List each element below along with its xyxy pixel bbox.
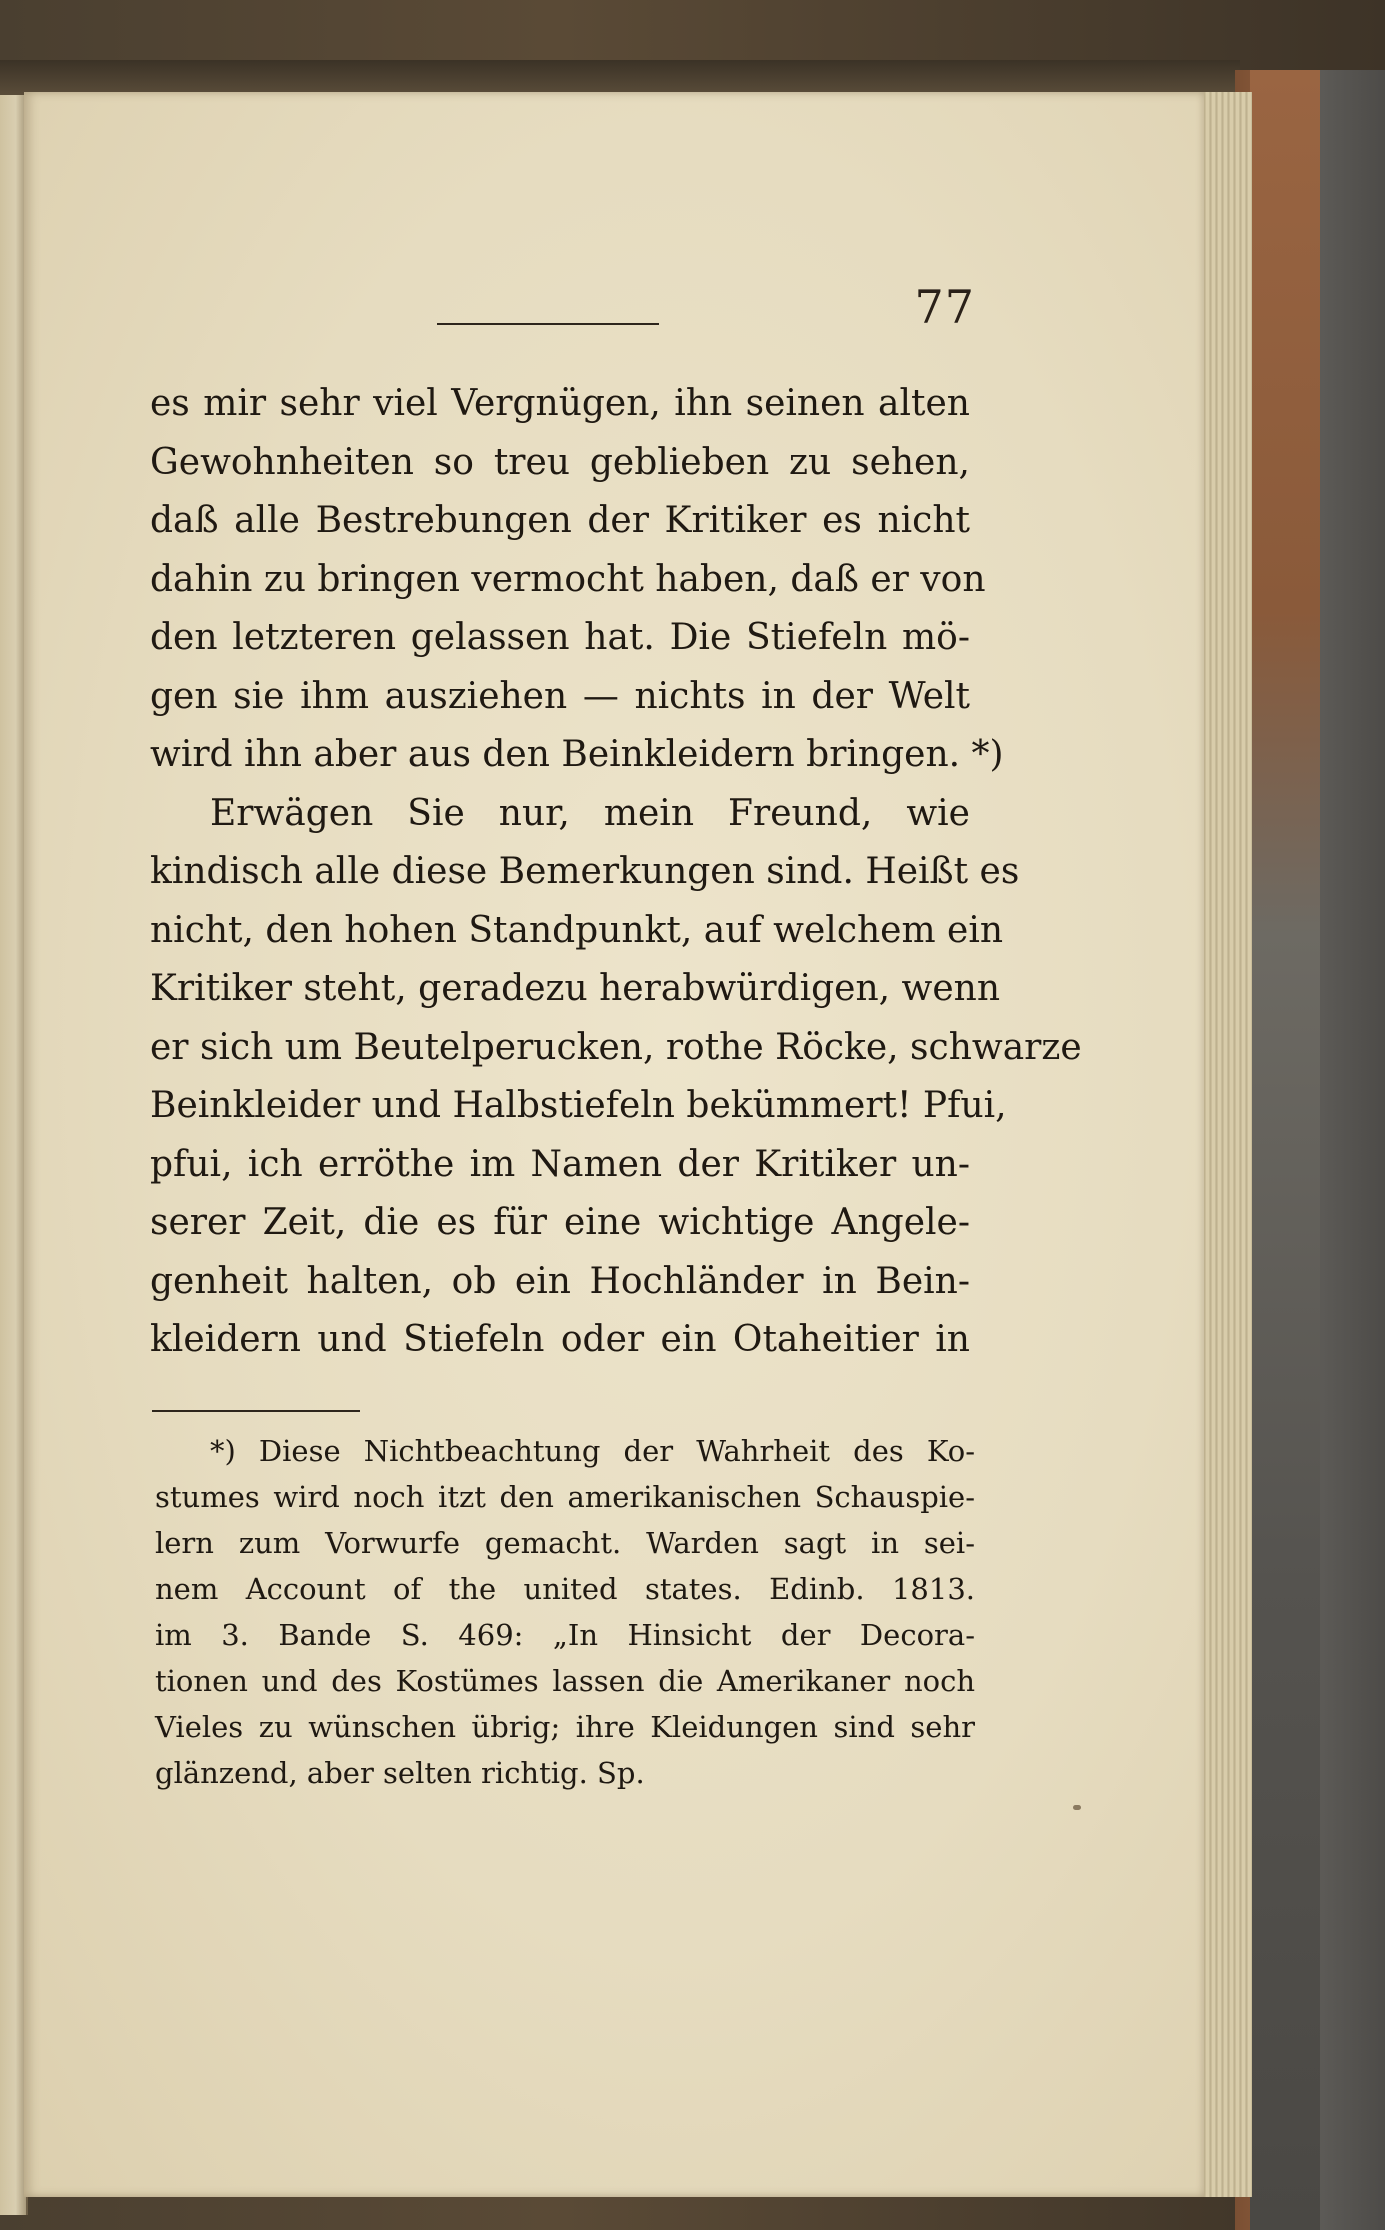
book-spine-strip <box>1250 70 1320 2230</box>
text-line: Gewohnheiten so treu geblieben zu sehen, <box>150 441 970 483</box>
text-line: daß alle Bestrebungen der Kritiker es nicht <box>150 500 970 541</box>
text-line: dahin zu bringen vermocht haben, daß er von <box>150 558 986 600</box>
text-line: wird ihn aber aus den Beinkleidern bringen. *) <box>150 734 1004 775</box>
text-line: kindisch alle diese Bemerkungen sind. Heißt es <box>150 851 1020 892</box>
header-rule <box>437 323 659 325</box>
main-text <box>150 375 1082 1370</box>
page-edges <box>1200 92 1252 2197</box>
footnote-line: lern zum Vorwurfe gemacht. Warden sagt in sei- <box>155 1526 975 1560</box>
text-line: Beinkleider und Halbstiefeln bekümmert! Pfui, <box>150 1085 1007 1126</box>
footnote-line: *) Diese Nichtbeachtung der Wahrheit des Ko- <box>210 1434 975 1468</box>
footnote-line: glänzend, aber selten richtig. Sp. <box>155 1756 645 1790</box>
text-line: pfui, ich erröthe im Namen der Kritiker un- <box>150 1143 970 1185</box>
footnote-line: im 3. Bande S. 469: „In Hinsicht der Decora- <box>155 1618 975 1652</box>
text-line: serer Zeit, die es für eine wichtige Angele- <box>150 1202 970 1243</box>
footnote-line: stumes wird noch itzt den amerikanischen Schauspie- <box>155 1480 975 1514</box>
footnote-line: tionen und des Kostümes lassen die Amerikaner noch <box>155 1664 975 1698</box>
footnote-line: nem Account of the united states. Edinb. 1813. <box>155 1572 975 1606</box>
text-line: Erwägen Sie nur, mein Freund, wie <box>210 792 970 834</box>
text-line: kleidern und Stiefeln oder ein Otaheitier in <box>150 1319 970 1360</box>
footnote-rule <box>152 1410 360 1412</box>
text-line: Kritiker steht, geradezu herabwürdigen, wenn <box>150 968 1001 1009</box>
text-line: er sich um Beutelperucken, rothe Röcke, schwarze <box>150 1026 1082 1068</box>
text-line: gen sie ihm ausziehen — nichts in der Welt <box>150 675 970 717</box>
text-line: den letzteren gelassen hat. Die Stiefeln mö- <box>150 617 970 658</box>
paper-speck <box>1073 1805 1081 1810</box>
page-number: 77 <box>914 280 975 334</box>
text-line: genheit halten, ob ein Hochländer in Bein- <box>150 1260 970 1302</box>
footnote <box>155 1428 975 1796</box>
footnote-line: Vieles zu wünschen übrig; ihre Kleidungen sind sehr <box>155 1710 975 1744</box>
text-line: nicht, den hohen Standpunkt, auf welchem ein <box>150 909 1004 951</box>
text-line: es mir sehr viel Vergnügen, ihn seinen alten <box>150 383 970 424</box>
